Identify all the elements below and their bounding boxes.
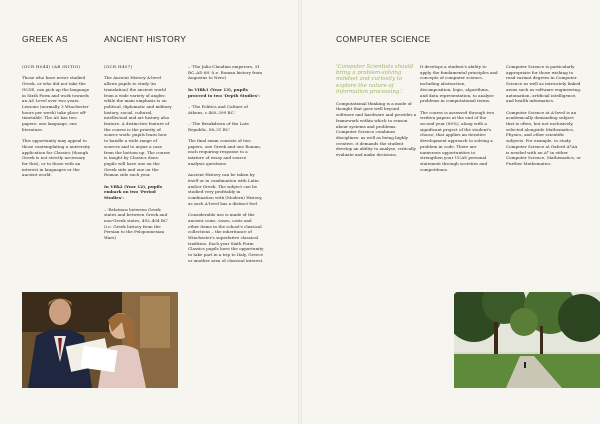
ancient-paragraph: The final exam consists of two papers, one Greek and one Roman, each requiring response to a mixture of essay and source analysis questions. bbox=[188, 138, 262, 166]
tree-lined-path-photo bbox=[454, 292, 600, 388]
ancient-paragraph: – 'The Breakdown of the Late Republic, 88–31 BC' bbox=[188, 120, 249, 132]
greek-paragraph: This opportunity may appeal to those contemplating a university application for Classics (though Greek is not strictly necessary for this), or to those with an interest in languages or the ancient world. bbox=[22, 138, 91, 178]
ancient-paragraph: In VBk2 (Year 12), pupils embark on two 'Period Studies': bbox=[104, 183, 163, 201]
greek-paragraph: Those who have never studied Greek, or who did not take the GCSE, can pick up the language in Sixth Form and work towards an AS Level over two years. Lessons (normally 3 Winchester hours per week) take place off-timetable. The AS has two papers: one language, one literature. bbox=[22, 75, 90, 132]
ancient-paragraph: The Ancient History A-level allows pupils to study (in translation) the ancient world from a wide variety of angles: while the main emphasis is on political, diplomatic and military history, social, cultural, intellectual and art history also feature. A distinctive feature of the course is the priority of source work: pupils learn how to handle a wide range of sources and to argue a case from the bottom up. The course is taught by Classics dons: pupils will have one on the Greek side and one on the Roman side each year. bbox=[104, 75, 172, 178]
ancient-exam-code: (OCR H407) bbox=[104, 64, 133, 69]
pull-quote: 'Computer Scientists should bring a problem-solving mindset and curiosity to explore the nature of information processing.' bbox=[336, 64, 414, 95]
computer-science-column-2 bbox=[420, 64, 498, 178]
cs-paragraph: Computer Science is particularly appropriate for those wishing to read variant degrees in Computer Science as well as intricately linked areas such as software engineering, automation, artificial intelligence, and health informatics. bbox=[506, 64, 582, 104]
ancient-history-column-2 bbox=[188, 64, 264, 269]
ancient-paragraph: – 'Relations between Greek states and between Greek and non-Greek states, 492–404 BC' (i.e. Greek history from the Persian to the Peloponnesian Wars) bbox=[104, 206, 169, 241]
cs-paragraph: It develops a student's ability to apply the fundamental principles and concepts of computer science, including abstraction, decomposition, logic, algorithms, and data representation, to analyse problems in computational terms. bbox=[420, 64, 498, 104]
ancient-history-column-1 bbox=[104, 64, 172, 246]
cs-paragraph: The course is assessed through two written papers at the end of the second year (80%), along with a significant project of the student's choice, that applies an iterative development approach to solving a problem in code. There are numerous opportunities to strengthen your UCAS personal statement through societies and competitions. bbox=[420, 109, 495, 172]
ancient-paragraph: In VIBk1 (Year 13), pupils proceed to two 'Depth Studies': bbox=[188, 86, 260, 98]
greek-as-heading: GREEK AS bbox=[22, 34, 68, 44]
page-spine bbox=[298, 0, 302, 424]
greek-as-column bbox=[22, 64, 92, 184]
cs-paragraph: Computer Science at A-level is an academically demanding subject that is often, but not exclusively, selected alongside Mathematics, Physics, and other scientific subjects. For example, to study Computer Science at Oxford A*AA is needed with an A* in either Computer Science, Mathematics, or Further Mathematics. bbox=[506, 109, 581, 166]
ancient-paragraph: – 'The Julio-Claudian emperors, 31 BC–AD 68' (i.e. Roman history from Augustus to Nero) bbox=[188, 64, 263, 81]
computer-science-heading: COMPUTER SCIENCE bbox=[336, 34, 431, 44]
computer-science-column-1 bbox=[336, 64, 418, 163]
cs-paragraph: Computational thinking is a mode of thought that goes well beyond software and hardware and provides a framework within which to reason about systems and problems. Computer Science combines disciplines: as well as being highly creative, it demands the student develop an ability to analyse, critically evaluate and make decisions. bbox=[336, 100, 417, 158]
ancient-paragraph: Ancient History can be taken by itself or in combination with Latin and/or Greek. The subject can be studied very profitably in combination with (Modern) History, as such A-level has a distinct feel. bbox=[188, 172, 263, 206]
ancient-history-heading: ANCIENT HISTORY bbox=[104, 34, 187, 44]
ancient-paragraph: Considerable use is made of the ancient coins, vases, casts and other items in the school's classical collections – the inheritance of Winchester's superlative classical tradition. Each year Sixth Form Classics pupils have the opportunity to take part in a trip to Italy, Greece or another area of classical interest. bbox=[188, 212, 264, 263]
pupils-reading-photo bbox=[22, 292, 178, 388]
ancient-paragraph: – 'The Politics and Culture of Athens, c.460–399 BC' bbox=[188, 103, 248, 115]
greek-exam-code: (OCR H044) (AB INITIO) bbox=[22, 64, 81, 69]
computer-science-column-3 bbox=[506, 64, 582, 172]
